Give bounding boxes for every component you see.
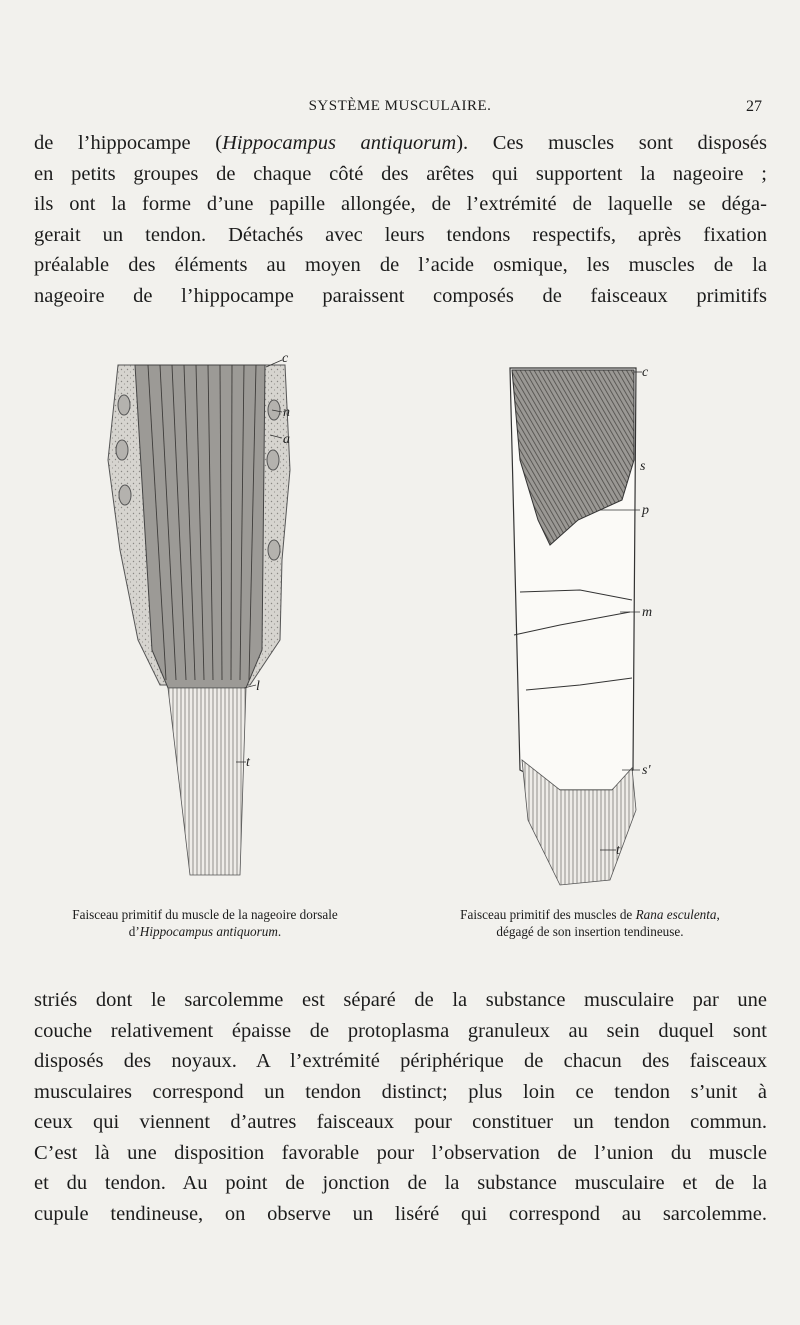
text-line [34, 128, 767, 159]
text-line: nageoire de l’hippocampe paraissent composés de faisceaux primitifs [34, 284, 767, 307]
label-t-right: t [616, 843, 620, 858]
label-n: n [283, 405, 290, 420]
text-line: ceux qui viennent d’autres faisceaux pour constituer un tendon commun. [34, 1111, 767, 1133]
caption-right [410, 906, 770, 940]
caption-line: Faisceau primitif du muscle de la nageoire dorsale [72, 907, 338, 922]
text-run: . [277, 924, 282, 939]
page-number: 27 [746, 98, 762, 115]
label-c: c [282, 351, 289, 366]
label-s-prime: s' [642, 763, 651, 778]
rana-muscle-drawing [510, 365, 652, 885]
caption-line [410, 906, 770, 923]
running-title: SYSTÈME MUSCULAIRE. [308, 98, 492, 114]
text-run: de l’hippocampe ( [34, 132, 223, 154]
caption-line: dégagé de son insertion tendineuse. [496, 924, 684, 939]
text-line: préalable des éléments au moyen de l’acide osmique, les muscles de la [34, 254, 767, 276]
figures-area [0, 350, 800, 900]
species-name: Rana esculenta [635, 907, 717, 922]
text-line: et du tendon. Au point de jonction de la substance musculaire et de la [34, 1172, 767, 1194]
tendon [168, 688, 246, 875]
text-line: cupule tendineuse, on observe un liséré qui correspond au sarcolemme. [34, 1202, 767, 1225]
label-s: s [640, 459, 646, 474]
label-a: a [283, 432, 290, 447]
text-run: d’ [128, 924, 140, 939]
text-run: ). Ces muscles sont disposés [456, 132, 767, 154]
text-run: Faisceau primitif des muscles de [460, 907, 636, 922]
text-line: C’est là une disposition favorable pour l’observation de l’union du muscle [34, 1141, 767, 1164]
label-l: l [256, 679, 260, 694]
label-m: m [642, 605, 653, 620]
caption-left [30, 906, 380, 940]
text-line: ils ont la forme d’une papille allongée, de l’extrémité de laquelle se déga- [34, 193, 767, 215]
page-header [0, 98, 800, 122]
label-c-right: c [642, 365, 649, 380]
species-name: Hippocampus antiquorum [222, 132, 457, 154]
text-line: striés dont le sarcolemme est séparé de la substance musculaire par une [34, 989, 767, 1011]
text-line: couche relativement épaisse de protoplasma granuleux au sein duquel sont [34, 1019, 767, 1042]
hippocampus-muscle-drawing [108, 351, 290, 875]
caption-line [30, 923, 380, 940]
label-t: t [246, 755, 250, 770]
paragraph-bottom [34, 985, 767, 1229]
text-line: disposés des noyaux. A l’extrémité périphérique de chacun des faisceaux [34, 1050, 767, 1072]
text-line: en petits groupes de chaque côté des arêtes qui supportent la nageoire ; [34, 162, 767, 185]
label-p: p [642, 503, 649, 518]
text-line: musculaires correspond un tendon distinct; plus loin ce tendon s’unit à [34, 1080, 767, 1103]
species-name: Hippocampus antiquorum [139, 924, 278, 939]
figure-illustrations [0, 350, 800, 900]
text-line: gerait un tendon. Détachés avec leurs tendons respectifs, après fixation [34, 223, 767, 246]
paragraph-top [34, 128, 767, 311]
text-run: , [716, 907, 720, 922]
